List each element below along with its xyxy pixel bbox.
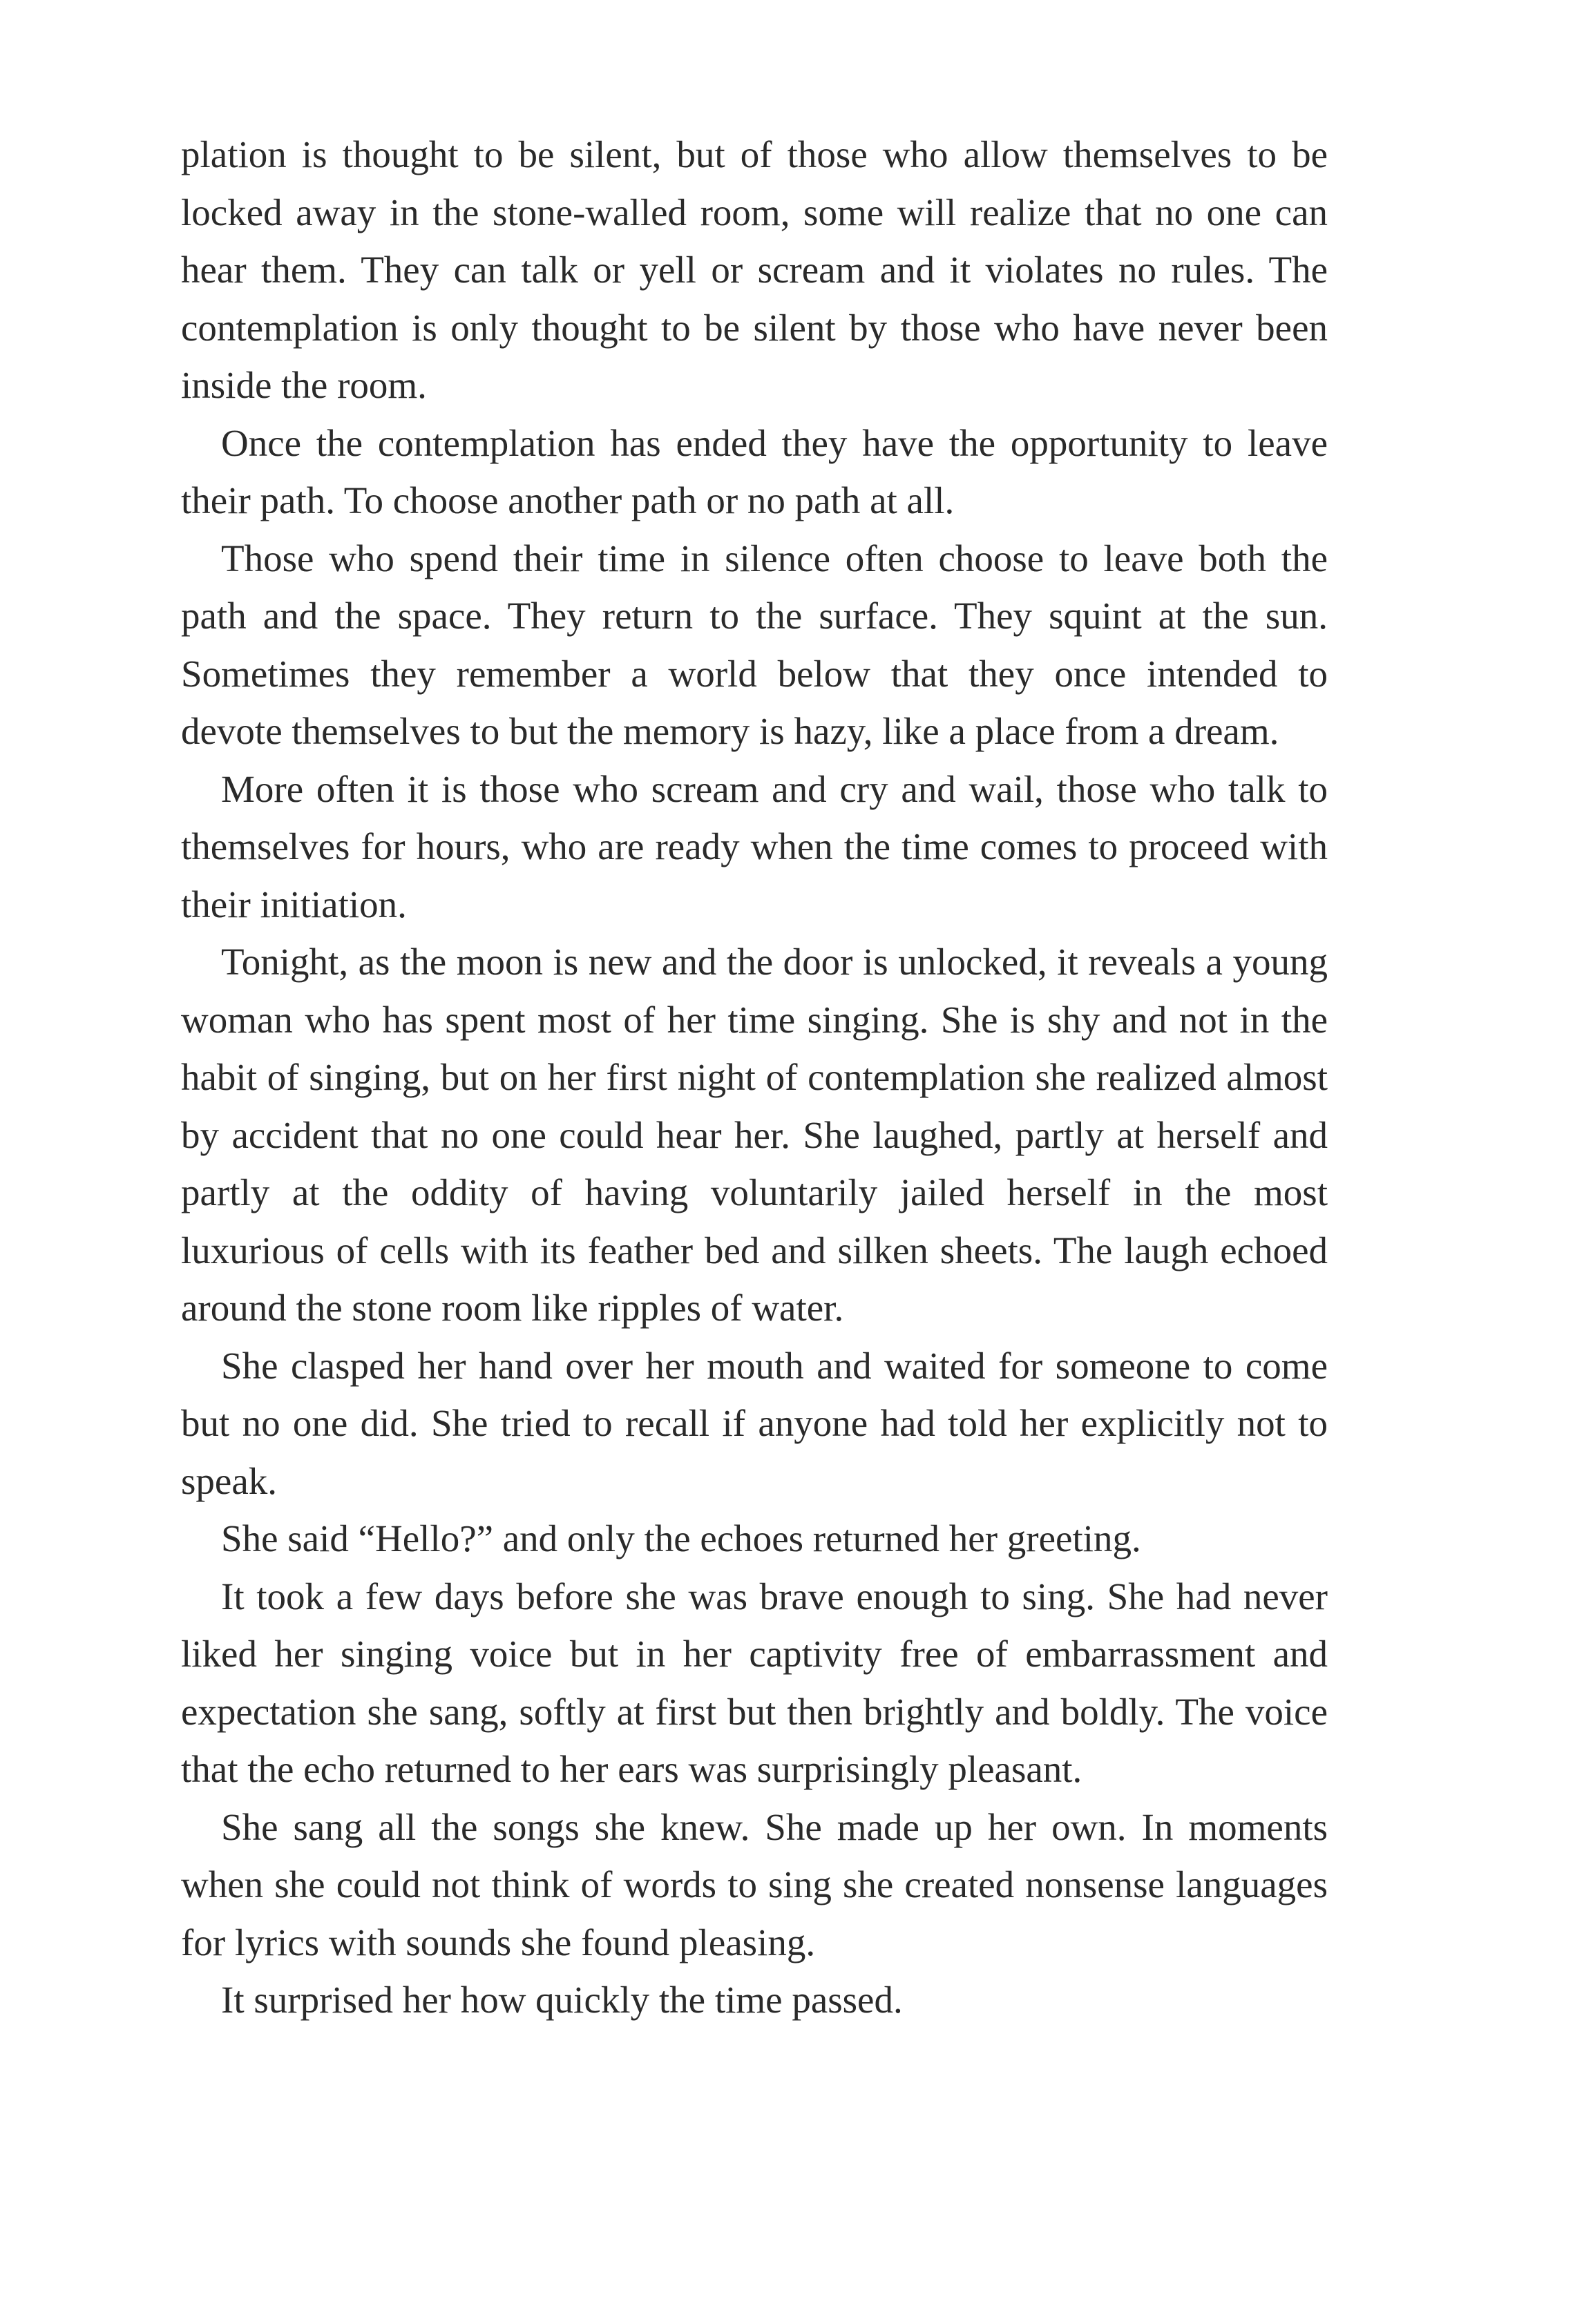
paragraph: It surprised her how quickly the time passed. bbox=[221, 1979, 903, 2021]
paragraph: plation is thought to be silent, but of those who allow themselves to be locked away in the stone-walled room, some will realize that no one can hear them. They can talk or yell or scream and it violates no rules. The contemplation is only thought to be silent by those who have never been inside the room. bbox=[181, 133, 1328, 406]
paragraph: It took a few days before she was brave enough to sing. She had never liked her singing voice but in her captivity free of embarrassment and expectation she sang, softly at first but then brightly and boldly. The voice that the echo returned to her ears was surprisingly pleasant. bbox=[181, 1575, 1328, 1790]
paragraph: Tonight, as the moon is new and the door is unlocked, it reveals a young woman who has spent most of her time singing. She is shy and not in the habit of singing, but on her first night of contemplation she realized almost by accident that no one could hear her. She laughed, partly at herself and partly at the oddity of having voluntarily jailed herself in the most luxurious of cells with its feather bed and silken sheets. The laugh echoed around the stone room like ripples of water. bbox=[181, 941, 1328, 1329]
paragraph: More often it is those who scream and cry and wail, those who talk to themselves for hours, who are ready when the time comes to proceed with their initiation. bbox=[181, 767, 1328, 925]
paragraph: Those who spend their time in silence often choose to leave both the path and the space. They return to the surface. They squint at the sun. Sometimes they remember a world below that they once intended to devote themselves to but the memory is hazy, like a place from a dream. bbox=[181, 537, 1328, 752]
paragraph: Once the contemplation has ended they have the opportunity to leave their path. To choose another path or no path at all. bbox=[181, 421, 1328, 521]
body-text bbox=[181, 126, 1328, 2029]
paragraph: She sang all the songs she knew. She made up her own. In moments when she could not think of words to sing she created nonsense languages for lyrics with sounds she found pleasing. bbox=[181, 1805, 1328, 1963]
paragraph: She clasped her hand over her mouth and waited for someone to come but no one did. She tried to recall if anyone had told her explicitly not to speak. bbox=[181, 1344, 1328, 1502]
paragraph: She said “Hello?” and only the echoes returned her greeting. bbox=[221, 1517, 1141, 1559]
